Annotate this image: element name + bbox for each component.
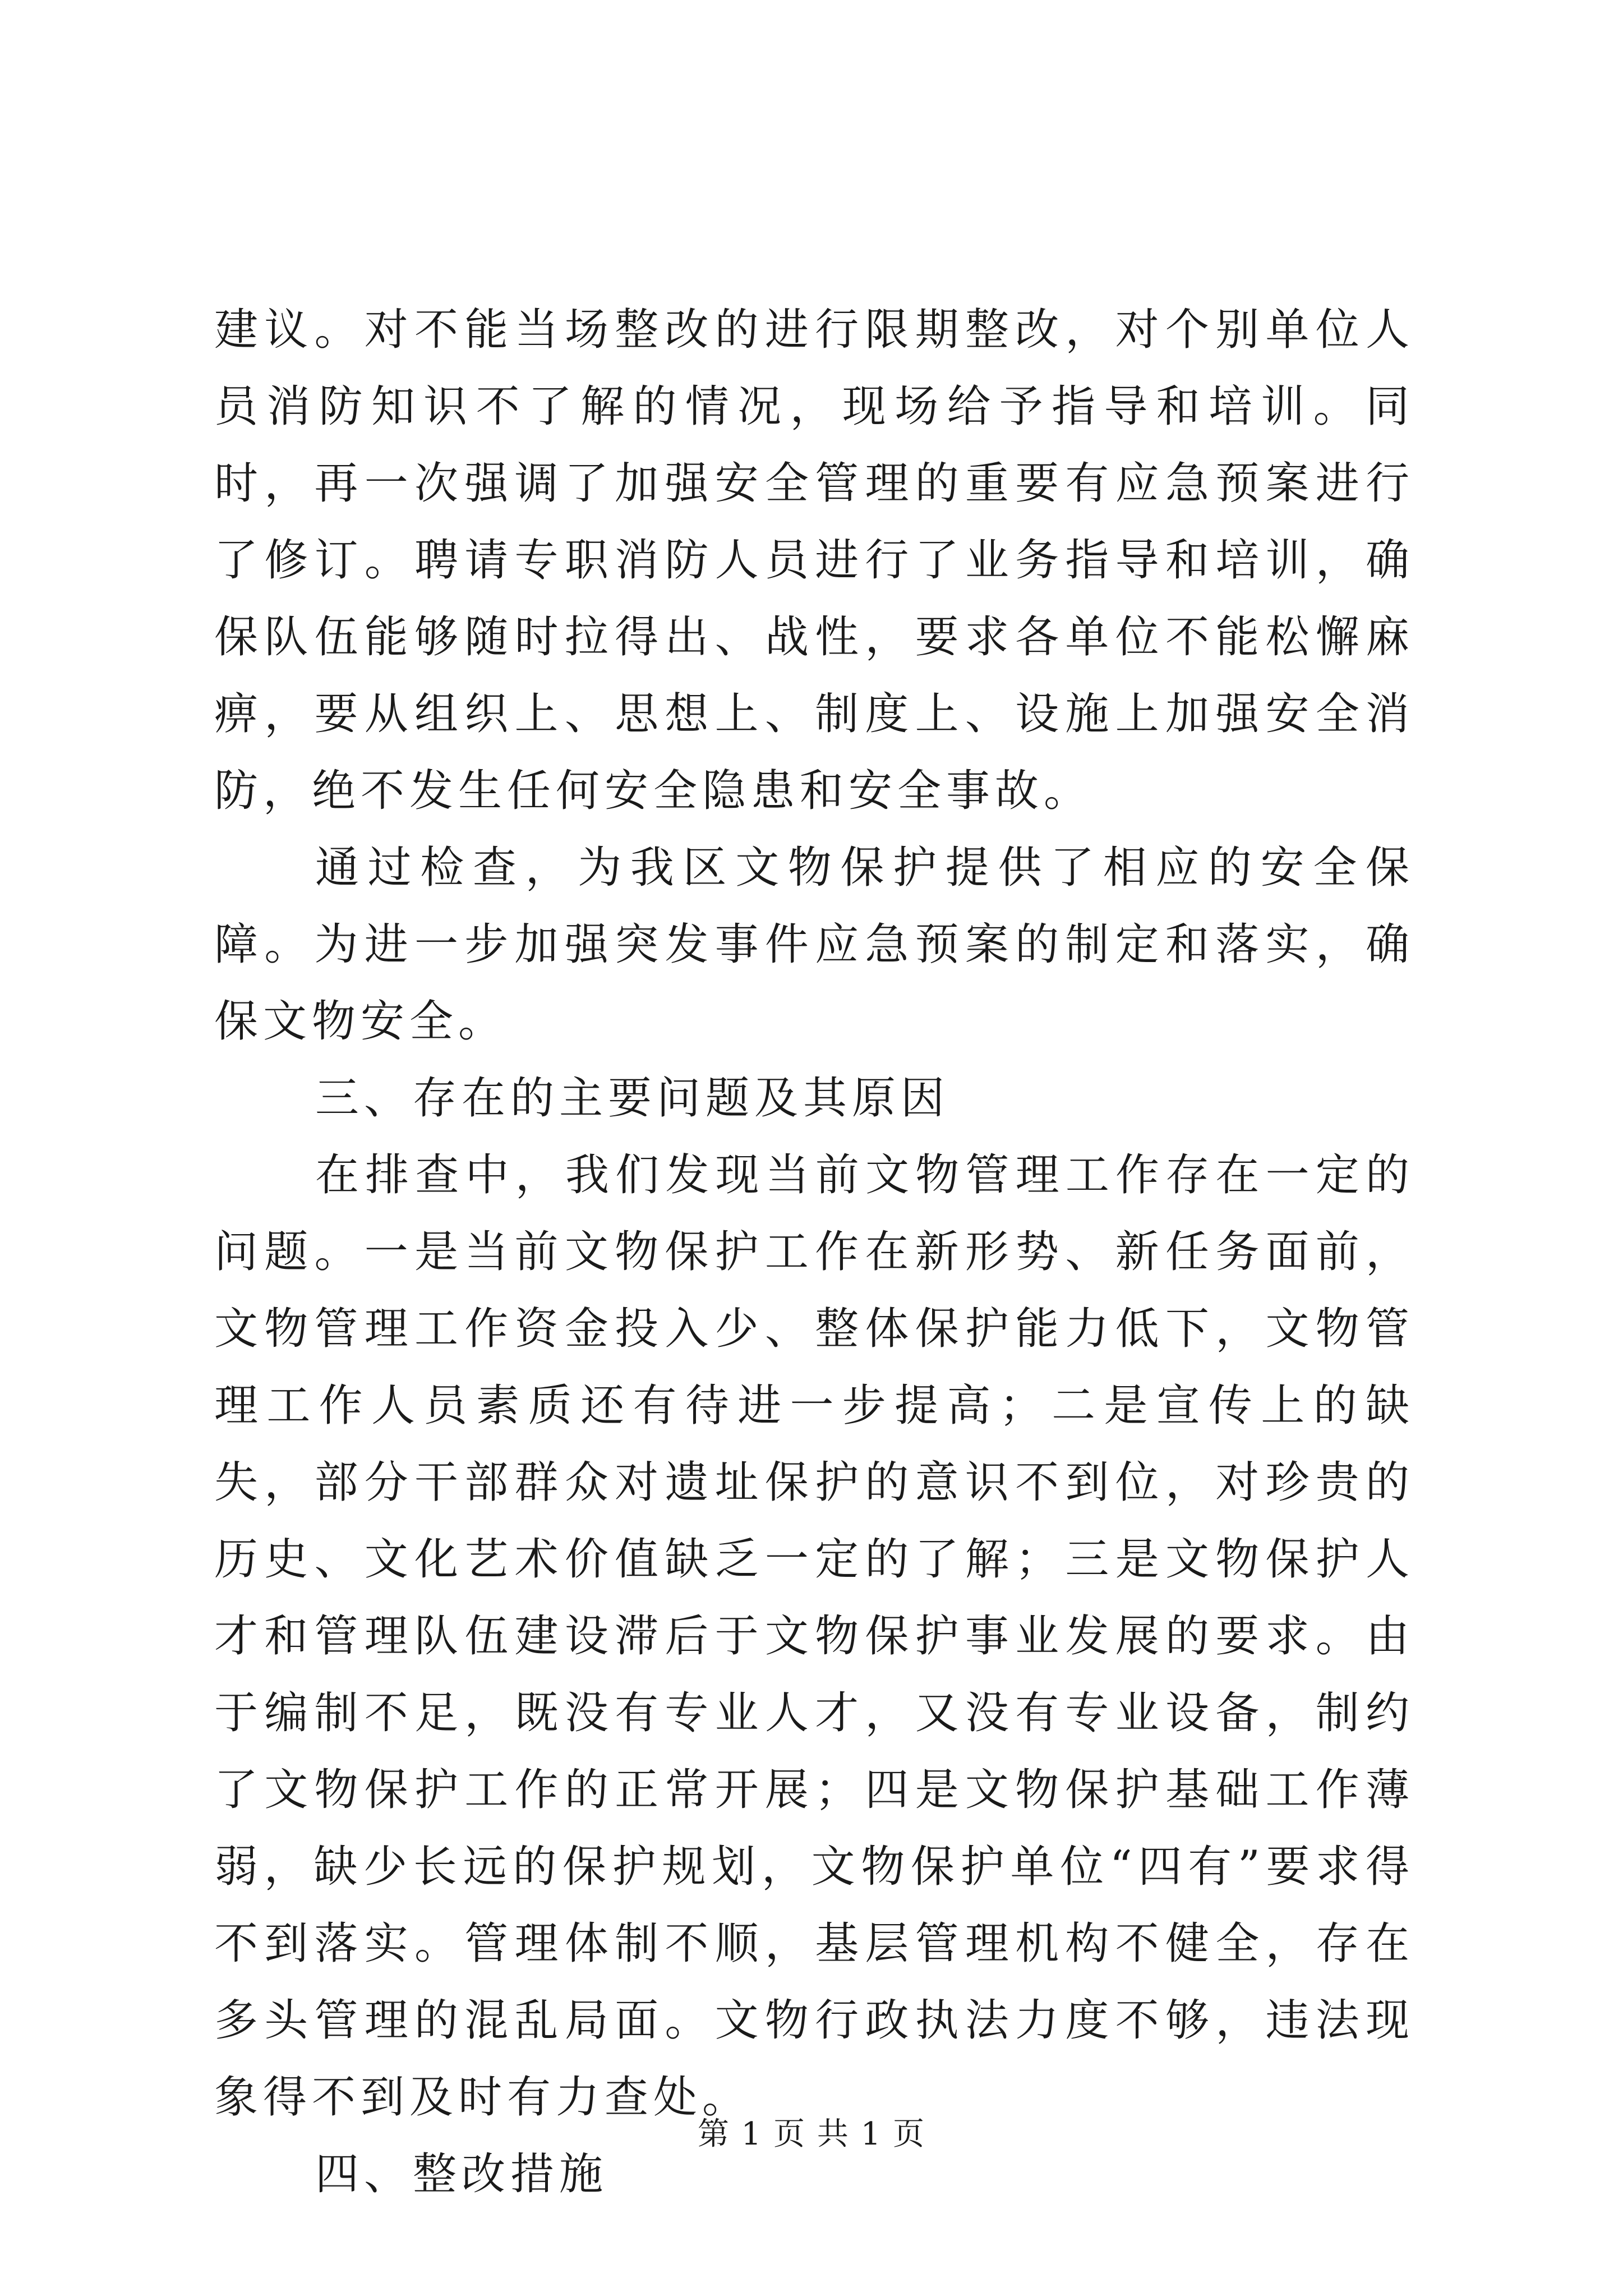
document-body (214, 292, 1414, 2213)
paragraph-continuation: 建议。对不能当场整改的进行限期整改，对个别单位人员消防知识不了解的情况，现场给予指导和培训。同时，再一次强调了加强安全管理的重要有应急预案进行了修订。聘请专职消防人员进行了业务指导和培训，确保队伍能够随时拉得出、战性，要求各单位不能松懈麻痹，要从组织上、思想上、制度上、设施上加强安全消防，绝不发生任何安全隐患和安全事故。 (214, 305, 1414, 816)
page-number-footer: 第 1 页 共 1 页 (697, 2116, 926, 2152)
section-heading-problems: 三、存在的主要问题及其原因 (315, 1073, 950, 1124)
paragraph-inspection-result: 通过检查，为我区文物保护提供了相应的安全保障。为进一步加强突发事件应急预案的制定和落实，确保文物安全。 (214, 843, 1414, 1047)
section-heading-measures: 四、整改措施 (315, 2149, 608, 2200)
paragraph-problems: 在排查中，我们发现当前文物管理工作存在一定的问题。一是当前文物保护工作在新形势、新任务面前，文物管理工作资金投入少、整体保护能力低下，文物管理工作人员素质还有待进一步提高；二是宣传上的缺失，部分干部群众对遗址保护的意识不到位，对珍贵的历史、文化艺术价值缺乏一定的了解；三是文物保护人才和管理队伍建设滞后于文物保护事业发展的要求。由于编制不足，既没有专业人才，又没有专业设备，制约了文物保护工作的正常开展；四是文物保护基础工作薄弱，缺少长远的保护规划，文物保护单位“四有”要求得不到落实。管理体制不顺，基层管理机构不健全，存在多头管理的混乱局面。文物行政执法力度不够，违法现象得不到及时有力查处。 (214, 1150, 1414, 2123)
